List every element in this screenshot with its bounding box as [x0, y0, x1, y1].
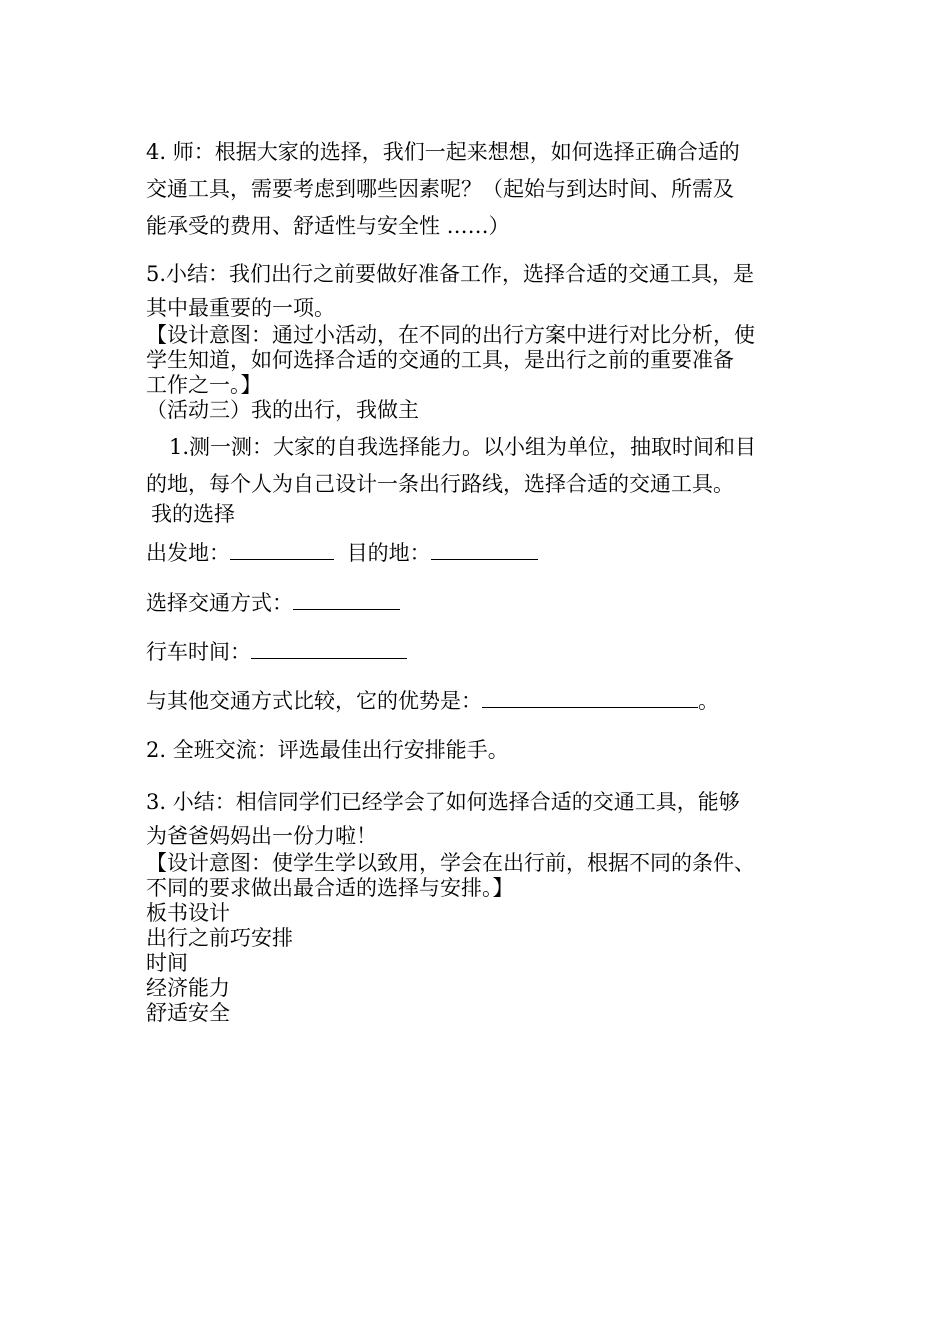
step-4-line-3: 能承受的费用、舒适性与安全性 ……）: [146, 214, 510, 238]
board-item: 经济能力: [146, 976, 230, 1000]
origin-label: 出发地：: [146, 541, 230, 565]
travel-time-blank[interactable]: [251, 640, 407, 659]
design-intent-1-line-3: 工作之一。】: [146, 373, 262, 397]
document-page: [146, 134, 810, 1026]
step-5-paragraph: [146, 256, 810, 323]
board-design-title: 出行之前巧安排: [146, 926, 293, 950]
summary-paragraph: [146, 784, 810, 851]
design-intent-2: [146, 851, 810, 901]
transport-mode-label: 选择交通方式：: [146, 591, 293, 615]
design-intent-2-line-1: 【设计意图：使学生学以致用，学会在出行前，根据不同的条件、: [146, 851, 755, 875]
self-test-line-1: 1.测一测：大家的自我选择能力。以小组为单位，抽取时间和目: [169, 435, 757, 459]
step-5-line-2: 其中最重要的一项。: [146, 296, 335, 320]
advantage-blank[interactable]: [482, 689, 698, 708]
design-intent-2-line-2: 不同的要求做出最合适的选择与安排。】: [146, 876, 514, 900]
advantage-end: 。: [698, 689, 719, 713]
transport-mode-blank[interactable]: [293, 591, 400, 610]
step-4-paragraph: [146, 134, 810, 245]
summary-line-1: 3. 小结：相信同学们已经学会了如何选择合适的交通工具，能够: [146, 790, 740, 814]
board-item: 舒适安全: [146, 1001, 230, 1025]
step-4-line-1: 4. 师：根据大家的选择，我们一起来想想，如何选择正确合适的: [146, 140, 740, 164]
self-test-paragraph: [146, 429, 810, 526]
class-exchange-line: 2. 全班交流：评选最佳出行安排能手。: [146, 738, 509, 762]
origin-blank[interactable]: [230, 541, 334, 560]
choice-form: [146, 538, 810, 716]
design-intent-1-line-2: 学生知道，如何选择合适的交通的工具，是出行之前的重要准备: [146, 348, 734, 372]
step-5-line-1: 5.小结：我们出行之前要做好准备工作，选择合适的交通工具，是: [146, 262, 755, 286]
transport-mode-row: [146, 588, 810, 618]
summary-line-2: 为爸爸妈妈出一份力啦！: [146, 824, 377, 848]
travel-time-row: [146, 637, 810, 667]
step-4-line-2: 交通工具，需要考虑到哪些因素呢？（起始与到达时间、所需及: [146, 177, 734, 201]
my-choice-label: 我的选择: [151, 502, 235, 526]
board-design-heading: 板书设计: [146, 901, 230, 925]
design-intent-1: [146, 323, 810, 398]
activity-3-title: （活动三）我的出行，我做主: [146, 398, 419, 422]
board-design: [146, 901, 810, 1026]
origin-destination-row: [146, 538, 810, 568]
design-intent-1-line-1: 【设计意图：通过小活动，在不同的出行方案中进行对比分析，使: [146, 323, 755, 347]
destination-blank[interactable]: [431, 541, 538, 560]
destination-label: 目的地：: [346, 541, 431, 565]
advantage-label: 与其他交通方式比较，它的优势是：: [146, 689, 482, 713]
self-test-line-2: 的地，每个人为自己设计一条出行路线，选择合适的交通工具。: [146, 472, 734, 496]
advantage-row: [146, 686, 810, 716]
board-item: 时间: [146, 951, 188, 975]
travel-time-label: 行车时间：: [146, 640, 251, 664]
